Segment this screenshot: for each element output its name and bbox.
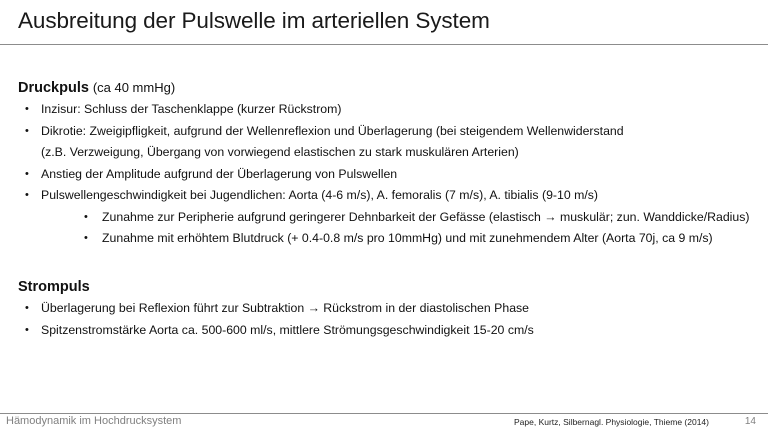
list-item: • Pulswellengeschwindigkeit bei Jugendlichen: Aorta (4-6 m/s), A. femoralis (7 m/s), A. tibialis (9-10 m/s)	[18, 185, 750, 207]
strompuls-heading	[18, 278, 90, 295]
strompuls-list	[18, 298, 534, 341]
slide-title: Ausbreitung der Pulswelle im arteriellen System	[18, 8, 490, 33]
list-item: • Dikrotie: Zweigipfligkeit, aufgrund der Wellenreflexion und Überlagerung (bei steigendem Wellenwiderstand	[18, 121, 750, 143]
list-item-continuation: (z.B. Verzweigung, Übergang von vorwiegend elastischen zu stark muskulären Arterien)	[41, 145, 519, 159]
druckpuls-title: Druckpuls	[18, 80, 89, 96]
druckpuls-list	[18, 99, 750, 250]
footer-topic: Hämodynamik im Hochdrucksystem	[6, 415, 182, 427]
title-divider	[0, 44, 768, 45]
strompuls-title: Strompuls	[18, 279, 90, 295]
page-number: 14	[744, 416, 756, 427]
sub-list-item: • Zunahme zur Peripherie aufgrund geringerer Dehnbarkeit der Gefässe (elastisch → muskulär; zun. Wanddicke/Radius)	[18, 207, 750, 229]
list-item: • Anstieg der Amplitude aufgrund der Überlagerung von Pulswellen	[18, 164, 750, 186]
list-item: • Überlagerung bei Reflexion führt zur Subtraktion → Rückstrom in der diastolischen Phase	[18, 298, 534, 320]
druckpuls-note: (ca 40 mmHg)	[92, 80, 176, 95]
source-citation: Pape, Kurtz, Silbernagl. Physiologie, Thieme (2014)	[514, 417, 709, 427]
list-item: • Inzisur: Schluss der Taschenklappe (kurzer Rückstrom)	[18, 99, 750, 121]
list-item: • Spitzenstromstärke Aorta ca. 500-600 ml/s, mittlere Strömungsgeschwindigkeit 15-20 cm/s	[18, 320, 534, 342]
druckpuls-heading	[18, 79, 175, 96]
sub-list-item: • Zunahme mit erhöhtem Blutdruck (+ 0.4-0.8 m/s pro 10mmHg) und mit zunehmendem Alter (Aorta 70j, ca 9 m/s)	[18, 228, 750, 250]
footer-divider	[0, 413, 768, 414]
